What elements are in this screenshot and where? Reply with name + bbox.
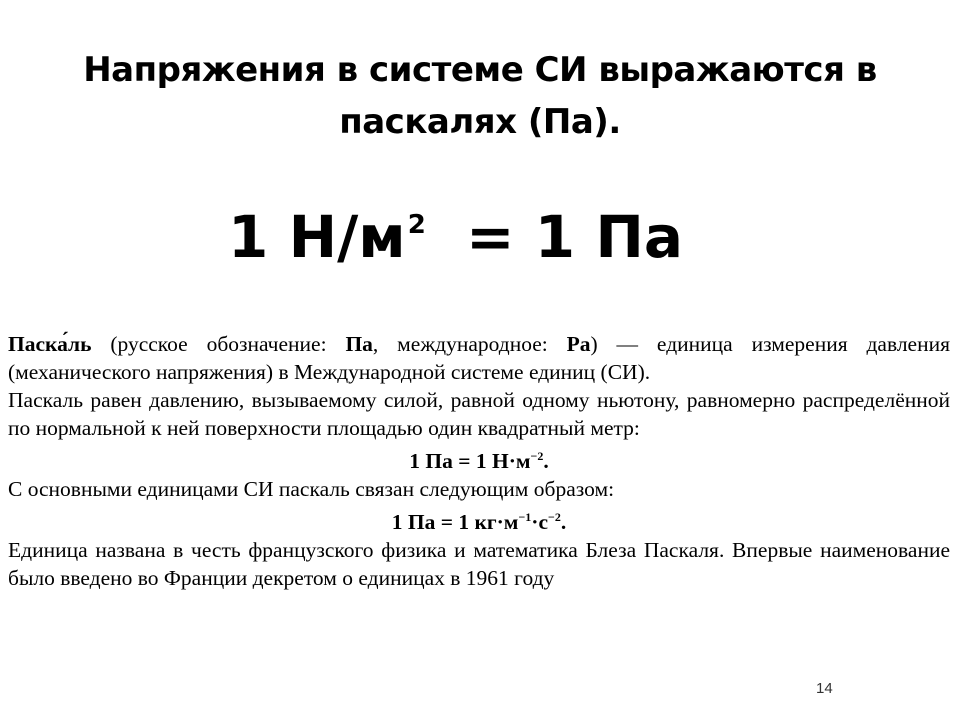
formula3-exponent2: −2 (548, 510, 561, 524)
formula3-part1: 1 Па = 1 кг·м (391, 510, 519, 534)
formula-lhs-number: 1 (228, 203, 269, 271)
intl-symbol: Pa (566, 332, 591, 356)
paragraph-definition (8, 330, 950, 386)
ru-symbol: Па (345, 332, 373, 356)
main-formula (228, 190, 683, 272)
formula-lhs-unit: Н/м (288, 203, 406, 271)
body-text (8, 330, 950, 592)
definition-text-c: ) — единица измерения давления (механического напряжения) в Международной системе единиц (СИ). (8, 332, 950, 384)
paragraph-equivalence: Паскаль равен давлению, вызываемому силой, равной одному ньютону, равномерно распределённой по нормальной к ней поверхности площадью один квадратный метр: (8, 388, 950, 440)
formula-newton-per-m2 (8, 442, 950, 475)
formula-base-units (8, 503, 950, 536)
paragraph-history: Единица названа в честь французского физика и математика Блеза Паскаля. Впервые наименование было введено во Франции декретом о единицах в 1961 году (8, 538, 950, 590)
formula3-exponent1: −1 (518, 510, 532, 524)
slide-title: Напряжения в системе СИ выражаются в паскалях (Па). (83, 50, 877, 142)
paragraph-base-units: С основными единицами СИ паскаль связан следующим образом: (8, 477, 615, 501)
formula3-end: . (560, 510, 567, 534)
formula2-end: . (543, 449, 549, 473)
page-number: 14 (816, 680, 833, 697)
formula2-base: 1 Па = 1 Н·м (409, 449, 531, 473)
term-pascal: Паска́ль (8, 332, 92, 356)
formula3-part2: ·с (531, 510, 549, 534)
definition-text-b: , международное: (372, 332, 567, 356)
definition-text-a: (русское обозначение: (91, 332, 346, 356)
formula-lhs-exponent: 2 (407, 210, 426, 240)
formula-rhs: = 1 Па (466, 203, 684, 271)
formula2-exponent: −2 (530, 449, 544, 463)
